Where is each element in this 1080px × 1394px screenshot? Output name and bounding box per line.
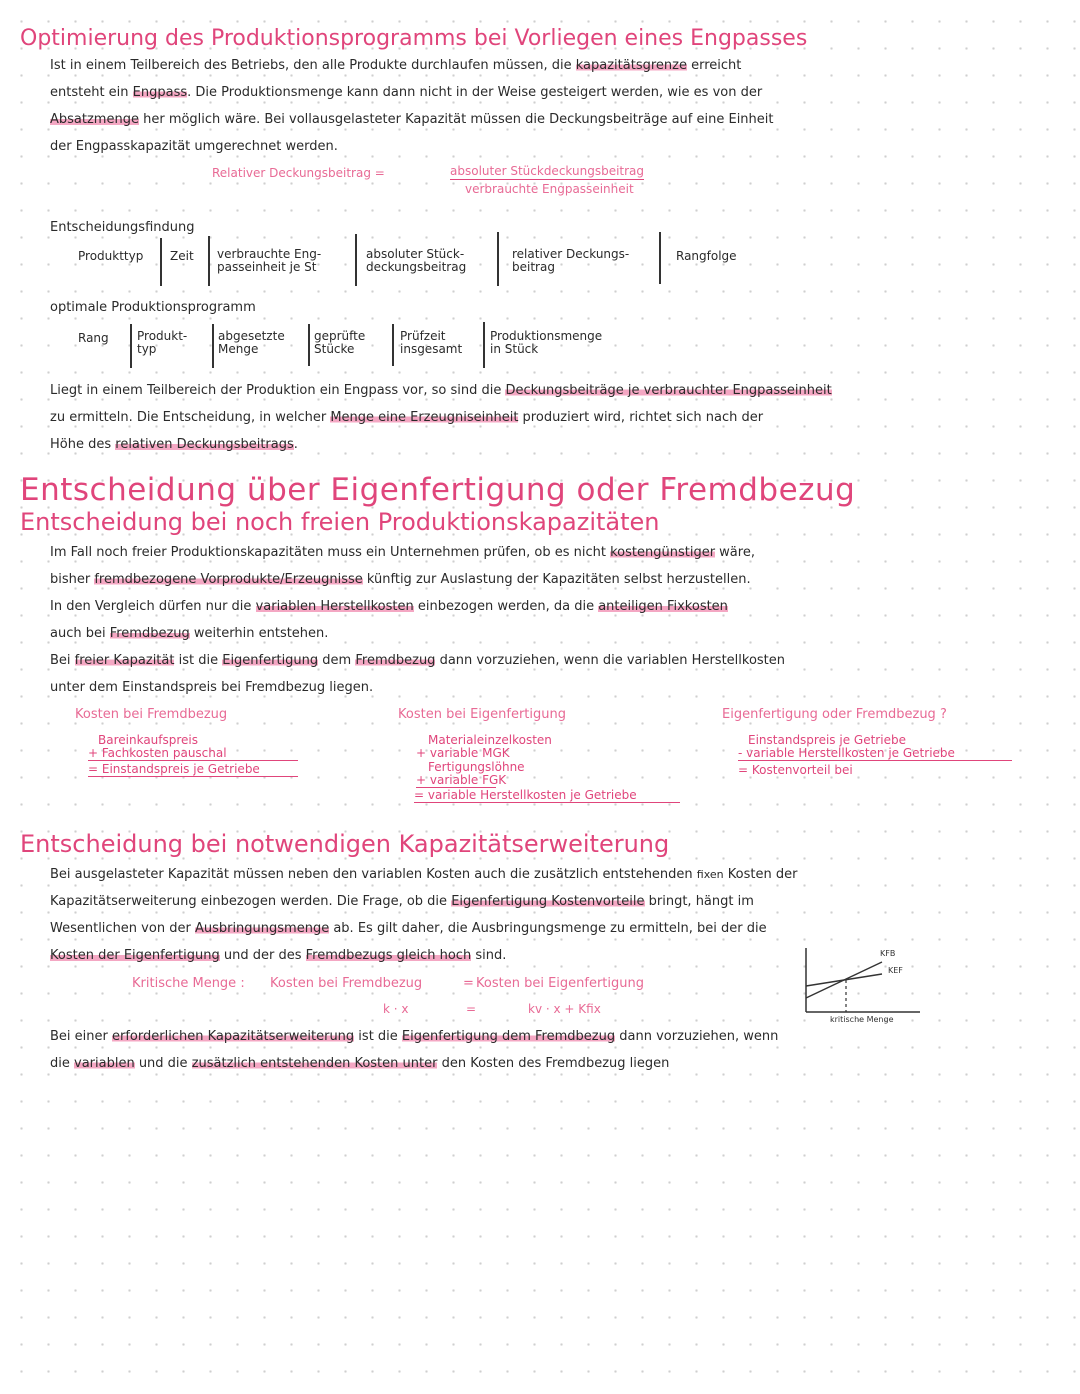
section2-title: Entscheidung über Eigenfertigung oder Fremdbezug	[20, 472, 856, 508]
text: ist die	[354, 1029, 402, 1044]
text: Liegt in einem Teilbereich der Produktion ein Engpass vor, so sind die	[50, 383, 506, 398]
text: und der des	[219, 948, 306, 963]
text: ab. Es gilt daher, die Ausbringungsmenge zu ermitteln, bei der die	[329, 921, 767, 936]
s3-p2-line1	[50, 1029, 778, 1044]
text: Bei einer	[50, 1029, 112, 1044]
s3-p2-line2	[50, 1056, 669, 1071]
t2-header: Prüfzeit insgesamt	[400, 329, 463, 356]
col3-line: = Kostenvorteil bei	[738, 763, 853, 777]
critical-lhs2: k · x	[383, 1002, 409, 1016]
critical-rhs2: kv · x + Kfix	[528, 1002, 601, 1016]
relative-db-label: Relativer Deckungsbeitrag =	[212, 166, 385, 180]
t1-header: Rangfolge	[676, 249, 737, 263]
text: Kosten der	[723, 867, 798, 882]
col1-title: Kosten bei Fremdbezug	[75, 707, 228, 722]
divider	[497, 232, 499, 286]
t1-header: verbrauchte Eng- passeinheit je St	[217, 247, 322, 274]
highlight: freier Kapazität	[74, 653, 175, 668]
s1-p1-line2	[50, 85, 762, 100]
t2-header: Rang	[78, 331, 109, 345]
t1-header: Produkttyp	[78, 249, 144, 263]
text: produziert wird, richtet sich nach der	[518, 410, 764, 425]
text: dann vorzuziehen, wenn die variablen Herstellkosten	[435, 653, 786, 668]
text: .	[293, 437, 298, 452]
highlight: Menge eine Erzeugniseinheit	[330, 410, 519, 425]
s1-p2-line2	[50, 410, 763, 425]
text: einbezogen werden, da die	[413, 599, 599, 614]
highlight: Fremdbezug	[355, 653, 436, 668]
s2-p1-line2	[50, 572, 751, 587]
highlight: Eigenfertigung dem Fremdbezug	[401, 1029, 616, 1044]
text: dann vorzuziehen, wenn	[615, 1029, 779, 1044]
divider	[483, 322, 485, 368]
highlight: Fremdbezug	[109, 626, 190, 641]
kef-label: KEF	[888, 966, 903, 975]
text: Bei	[50, 653, 75, 668]
highlight: Engpass	[132, 85, 188, 100]
kfb-label: KFB	[880, 949, 896, 958]
critical-eq2: =	[466, 1002, 477, 1016]
col3-line: Einstandspreis je Getriebe	[748, 733, 906, 747]
optimal-label: optimale Produktionsprogramm	[50, 300, 256, 315]
t2-header: geprüfte Stücke	[314, 329, 366, 356]
text: ist die	[174, 653, 223, 668]
highlight: Fremdbezugs gleich hoch	[305, 948, 472, 963]
text: und die	[134, 1056, 192, 1071]
text: den Kosten des Fremdbezug liegen	[437, 1056, 670, 1071]
t2-header: Produkt- typ	[137, 329, 188, 356]
decision-label: Entscheidungsfindung	[50, 220, 195, 235]
divider	[355, 234, 357, 286]
col2-line: + variable FGK	[416, 773, 507, 787]
text: Im Fall noch freier Produktionskapazitäten muss ein Unternehmen prüfen, ob es nicht	[50, 545, 611, 560]
s1-p1-line3	[50, 112, 774, 127]
highlight: Eigenfertigung	[123, 948, 220, 963]
col3-title: Eigenfertigung oder Fremdbezug ?	[722, 707, 947, 722]
col1-line: Bareinkaufspreis	[98, 733, 199, 747]
s3-p1-line4	[50, 948, 506, 963]
col2-line: = variable Herstellkosten je Getriebe	[414, 789, 680, 803]
critical-lhs: Kosten bei Fremdbezug	[270, 976, 423, 991]
highlight: variablen	[74, 1056, 135, 1071]
highlight: Absatzmenge	[50, 112, 139, 127]
text: Ist in einem Teilbereich des Betriebs, den alle Produkte durchlaufen müssen, die	[50, 58, 576, 73]
s3-p1-line1	[50, 867, 797, 882]
critical-rhs: Kosten bei Eigenfertigung	[476, 976, 644, 991]
divider	[392, 324, 394, 366]
critical-quantity-graph	[800, 940, 930, 1026]
text: Bei ausgelasteter Kapazität müssen neben den variablen Kosten auch die zusätzlich entstehenden	[50, 867, 697, 882]
divider	[160, 238, 162, 286]
divider	[130, 324, 132, 368]
graph-xlabel: kritische Menge	[830, 1015, 894, 1024]
t1-header: relativer Deckungs- beitrag	[512, 247, 630, 274]
s2-p1-line6: unter dem Einstandspreis bei Fremdbezug liegen.	[50, 680, 374, 695]
col1-line: = Einstandspreis je Getriebe	[88, 763, 298, 777]
text: weiterhin entstehen.	[189, 626, 329, 641]
text: bisher	[50, 572, 95, 587]
highlight: Deckungsbeiträge je verbrauchter Engpasseinheit	[505, 383, 832, 398]
t2-header: Produktionsmenge in Stück	[490, 329, 603, 356]
s1-p1-line1	[50, 58, 741, 73]
section2-subtitle: Entscheidung bei noch freien Produktionskapazitäten	[20, 508, 660, 536]
col3-line: - variable Herstellkosten je Getriebe	[738, 747, 1012, 761]
critical-qty-label: Kritische Menge :	[132, 976, 245, 991]
text: Wesentlichen von der	[50, 921, 195, 936]
highlight: Eigenfertigung Kostenvorteile	[451, 894, 645, 909]
s2-p1-line3	[50, 599, 728, 614]
text: Kapazitätserweiterung einbezogen werden. Die Frage, ob die	[50, 894, 452, 909]
text: die	[50, 1056, 74, 1071]
highlight: anteiligen Fixkosten	[598, 599, 728, 614]
col2-line: + variable MGK	[416, 746, 510, 760]
highlight: kapazitätsgrenze	[575, 58, 687, 73]
text: bringt, hängt im	[644, 894, 754, 909]
t1-header: Zeit	[170, 249, 194, 263]
formula-numerator: absoluter Stückdeckungsbeitrag	[450, 164, 645, 178]
text: erreicht	[686, 58, 742, 73]
divider	[308, 324, 310, 366]
highlight: zusätzlich entstehenden Kosten unter	[191, 1056, 438, 1071]
highlight: Kosten der	[50, 948, 124, 963]
divider	[208, 236, 210, 286]
text: auch bei	[50, 626, 110, 641]
text: künftig zur Auslastung der Kapazitäten selbst herzustellen.	[362, 572, 751, 587]
highlight: Ausbringungsmenge	[194, 921, 330, 936]
t1-header: absoluter Stück- deckungsbeitrag	[366, 247, 467, 274]
s3-p1-line3	[50, 921, 767, 936]
text: wäre,	[715, 545, 755, 560]
text: sind.	[471, 948, 507, 963]
t2-header: abgesetzte Menge	[218, 329, 285, 356]
s1-p2-line3	[50, 437, 298, 452]
section1-title: Optimierung des Produktionsprogramms bei Vorliegen eines Engpasses	[20, 26, 808, 51]
s3-p1-line2	[50, 894, 754, 909]
kef-line	[806, 974, 882, 986]
text: In den Vergleich dürfen nur die	[50, 599, 256, 614]
s1-p1-line4: der Engpasskapazität umgerechnet werden.	[50, 139, 338, 154]
s1-p2-line1	[50, 383, 832, 398]
highlight: variablen Herstellkosten	[255, 599, 414, 614]
text: . Die Produktionsmenge kann dann nicht in der Weise gesteigert werden, wie es von der	[187, 85, 763, 100]
col2-title: Kosten bei Eigenfertigung	[398, 707, 566, 722]
col2-line: Fertigungslöhne	[428, 760, 525, 774]
text: zu ermitteln. Die Entscheidung, in welcher	[50, 410, 331, 425]
text: entsteht ein	[50, 85, 133, 100]
s2-p1-line4	[50, 626, 328, 641]
divider	[212, 324, 214, 368]
divider	[659, 232, 661, 284]
highlight: kostengünstiger	[610, 545, 716, 560]
col2-line: Materialeinzelkosten	[428, 733, 552, 747]
text: dem	[318, 653, 356, 668]
highlight: relativen Deckungsbeitrags	[115, 437, 294, 452]
section3-title: Entscheidung bei notwendigen Kapazitätserweiterung	[20, 830, 670, 858]
highlight: fremdbezogene Vorprodukte/Erzeugnisse	[94, 572, 363, 587]
formula-denominator: verbrauchte Engpasseinheit	[465, 182, 634, 196]
highlight: erforderlichen Kapazitätserweiterung	[112, 1029, 355, 1044]
highlight: Eigenfertigung	[222, 653, 319, 668]
s2-p1-line5	[50, 653, 785, 668]
col1-line: + Fachkosten pauschal	[88, 747, 298, 761]
s2-p1-line1	[50, 545, 755, 560]
text: her möglich wäre. Bei vollausgelasteter Kapazität müssen die Deckungsbeiträge auf eine Einheit	[138, 112, 774, 127]
critical-eq: =	[463, 976, 474, 991]
text: Höhe des	[50, 437, 116, 452]
text: fixen	[696, 868, 724, 881]
